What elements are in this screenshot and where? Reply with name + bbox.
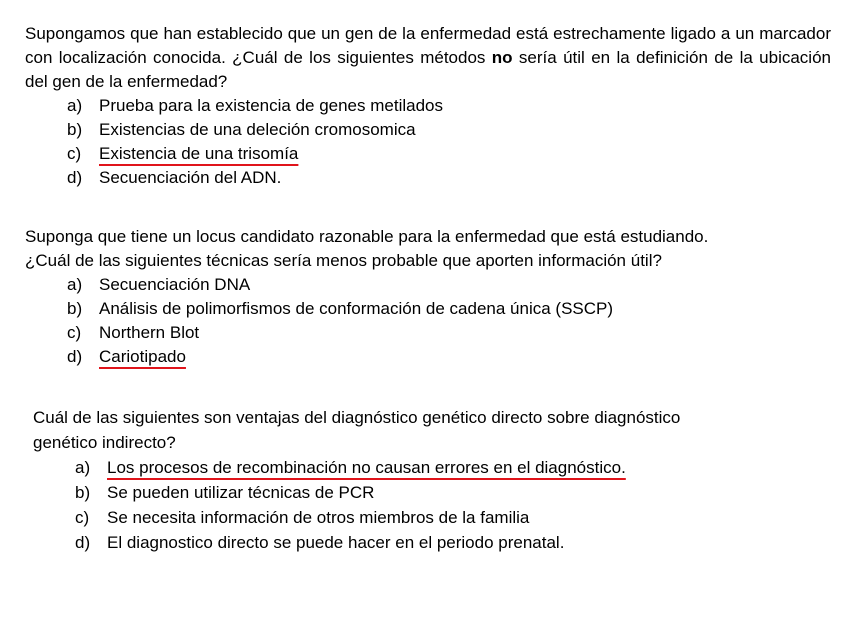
option-text-underlined-answer: Existencia de una trisomía — [99, 144, 299, 163]
option-letter: a) — [67, 275, 83, 294]
question-1-option-d — [67, 166, 831, 190]
option-letter: a) — [67, 96, 83, 115]
option-text-underlined-answer: Los procesos de recombinación no causan errores en el diagnóstico. — [107, 458, 626, 477]
option-letter: b) — [67, 299, 83, 318]
question-2 — [25, 225, 831, 369]
option-text: Análisis de polimorfismos de conformación de cadena única (SSCP) — [99, 299, 614, 318]
option-letter: d) — [67, 168, 83, 187]
question-3-stem-line-2: genético indirecto? — [33, 433, 176, 452]
option-text-underlined-answer: Cariotipado — [99, 347, 186, 366]
option-text: Se pueden utilizar técnicas de PCR — [107, 483, 375, 502]
question-3-stem-line-1: Cuál de las siguientes son ventajas del diagnóstico genético directo sobre diagnóstico — [33, 408, 681, 427]
question-3-option-c — [75, 505, 831, 530]
question-2-stem — [25, 225, 831, 273]
option-letter: b) — [75, 483, 91, 502]
option-text: Secuenciación del ADN. — [99, 168, 282, 187]
option-text: Prueba para la existencia de genes metilados — [99, 96, 443, 115]
question-1-option-b — [67, 118, 831, 142]
question-3-option-b — [75, 480, 831, 505]
option-letter: a) — [75, 458, 91, 477]
option-letter: c) — [67, 323, 82, 342]
option-text: Se necesita información de otros miembros de la familia — [107, 508, 530, 527]
question-3-stem — [33, 405, 831, 455]
question-2-option-d — [67, 345, 831, 369]
question-1 — [25, 22, 831, 190]
question-1-options — [67, 94, 831, 190]
question-3 — [33, 405, 831, 555]
question-2-options — [67, 273, 831, 369]
question-1-stem-part-2: sería útil en la definición de la ubicación del gen de la enfermedad? — [25, 48, 831, 91]
option-text: Existencias de una deleción cromosomica — [99, 120, 416, 139]
question-1-stem — [25, 22, 831, 94]
question-2-option-b — [67, 297, 831, 321]
option-letter: d) — [67, 347, 83, 366]
question-2-option-a — [67, 273, 831, 297]
question-1-stem-bold-word: no — [491, 48, 513, 67]
question-1-option-c — [67, 142, 831, 166]
question-1-option-a — [67, 94, 831, 118]
question-3-options — [75, 455, 831, 555]
question-2-option-c — [67, 321, 831, 345]
option-letter: b) — [67, 120, 83, 139]
option-text: Northern Blot — [99, 323, 200, 342]
option-letter: d) — [75, 533, 91, 552]
option-letter: c) — [75, 508, 90, 527]
option-letter: c) — [67, 144, 82, 163]
question-3-option-a — [75, 455, 831, 480]
question-3-option-d — [75, 530, 831, 555]
option-text: El diagnostico directo se puede hacer en el periodo prenatal. — [107, 533, 565, 552]
question-2-stem-line-2: ¿Cuál de las siguientes técnicas sería menos probable que aporten información útil? — [25, 251, 662, 270]
option-text: Secuenciación DNA — [99, 275, 251, 294]
question-1-stem-part-1: Supongamos que han establecido que un gen de la enfermedad está estrechamente ligado a un marcador con localización conocida. ¿Cuál de los siguientes métodos — [25, 24, 831, 67]
question-2-stem-line-1: Suponga que tiene un locus candidato razonable para la enfermedad que está estudiando. — [25, 227, 709, 246]
